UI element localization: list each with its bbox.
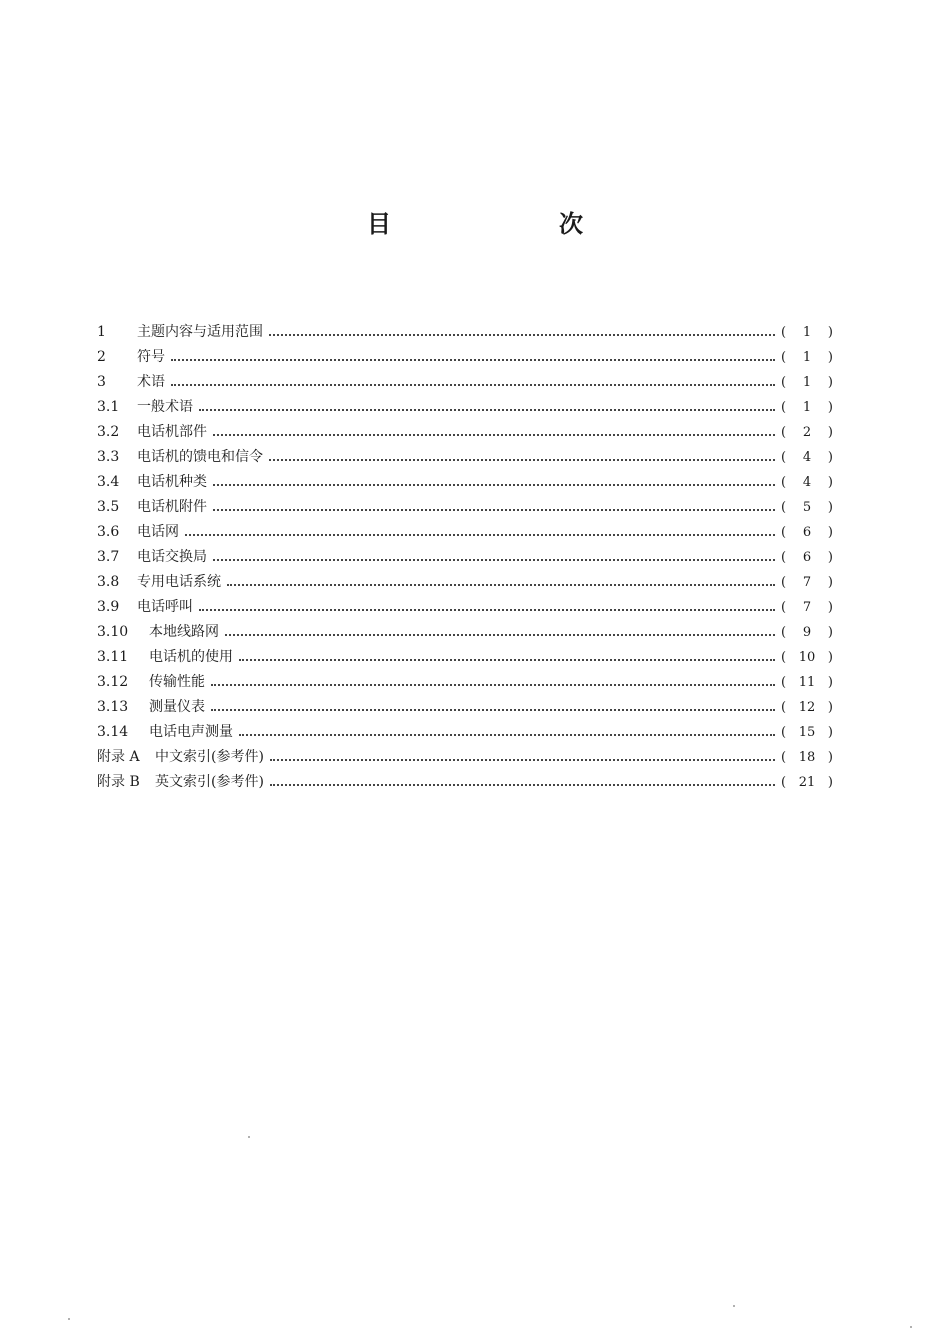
toc-entry-label: 术语 <box>137 374 165 390</box>
toc-entry-number: 附录 A <box>97 749 140 765</box>
toc-entry-page: ( 7 ) <box>781 600 833 615</box>
dot-leader <box>270 783 775 786</box>
dot-leader <box>213 508 775 511</box>
toc-entry-number: 3.14 <box>97 724 129 740</box>
toc-entry-number: 附录 B <box>97 774 140 790</box>
toc-entry[interactable] <box>97 445 833 470</box>
toc-entry-number: 3.10 <box>97 624 129 640</box>
toc-entry-appendix[interactable] <box>97 745 833 770</box>
toc-entry-number: 2 <box>97 349 106 365</box>
dot-leader <box>269 458 775 461</box>
toc-entry-number: 3.13 <box>97 699 129 715</box>
toc-entry-label: 本地线路网 <box>149 624 219 640</box>
dot-leader <box>239 733 775 736</box>
toc-entry-number: 3.2 <box>97 424 120 440</box>
toc-entry-label: 符号 <box>137 349 165 365</box>
toc-entry-label: 英文索引(参考件) <box>155 774 264 790</box>
toc-entry-label: 电话网 <box>137 524 179 540</box>
toc-entry-page: ( 18 ) <box>781 750 833 765</box>
toc-entry-number: 3.9 <box>97 599 120 615</box>
dot-leader <box>270 758 775 761</box>
toc-entry-page: ( 4 ) <box>781 450 833 465</box>
dot-leader <box>225 633 775 636</box>
dot-leader <box>239 658 775 661</box>
dot-leader <box>211 683 775 686</box>
scan-speck <box>910 1326 912 1328</box>
toc-entry-label: 电话呼叫 <box>137 599 193 615</box>
toc-entry[interactable] <box>97 470 833 495</box>
toc-entry-page: ( 1 ) <box>781 400 833 415</box>
toc-entry-number: 3.4 <box>97 474 120 490</box>
toc-entry-label: 电话电声测量 <box>149 724 233 740</box>
toc-entry-appendix[interactable] <box>97 770 833 795</box>
toc-entry[interactable] <box>97 595 833 620</box>
dot-leader <box>171 383 775 386</box>
toc-entry[interactable] <box>97 420 833 445</box>
toc-entry[interactable] <box>97 495 833 520</box>
toc-entry-number: 3.8 <box>97 574 120 590</box>
toc-entry-page: ( 4 ) <box>781 475 833 490</box>
dot-leader <box>199 608 775 611</box>
toc-entry[interactable] <box>97 720 833 745</box>
toc-entry-label: 电话机附件 <box>137 499 207 515</box>
toc-entry[interactable] <box>97 545 833 570</box>
toc-entry[interactable] <box>97 645 833 670</box>
toc-entry-page: ( 12 ) <box>781 700 833 715</box>
toc-entry-page: ( 2 ) <box>781 425 833 440</box>
dot-leader <box>227 583 775 586</box>
toc-entry-page: ( 15 ) <box>781 725 833 740</box>
toc-entry-number: 1 <box>97 324 106 340</box>
toc-entry-number: 3.1 <box>97 399 120 415</box>
toc-entry-page: ( 1 ) <box>781 375 833 390</box>
toc-entry-page: ( 5 ) <box>781 500 833 515</box>
toc-entry[interactable] <box>97 395 833 420</box>
toc-entry-number: 3.11 <box>97 649 129 665</box>
toc-entry[interactable] <box>97 620 833 645</box>
scan-speck <box>248 1136 250 1138</box>
dot-leader <box>213 558 775 561</box>
toc-entry[interactable] <box>97 670 833 695</box>
toc-entry-number: 3.7 <box>97 549 120 565</box>
toc-entry-label: 一般术语 <box>137 399 193 415</box>
toc-entry-number: 3.6 <box>97 524 120 540</box>
toc-entry-label: 电话机的馈电和信令 <box>137 449 263 465</box>
toc-entry[interactable] <box>97 345 833 370</box>
scan-speck <box>733 1305 735 1307</box>
dot-leader <box>171 358 775 361</box>
toc-entry-number: 3.3 <box>97 449 120 465</box>
toc-entry-page: ( 6 ) <box>781 550 833 565</box>
dot-leader <box>269 333 775 336</box>
toc-entry-page: ( 6 ) <box>781 525 833 540</box>
toc-entry-label: 中文索引(参考件) <box>155 749 264 765</box>
toc-entry-number: 3.12 <box>97 674 129 690</box>
toc-entry-page: ( 9 ) <box>781 625 833 640</box>
toc-entry-label: 主题内容与适用范围 <box>137 324 263 340</box>
toc-entry[interactable] <box>97 370 833 395</box>
toc-entry[interactable] <box>97 520 833 545</box>
toc-entry[interactable] <box>97 570 833 595</box>
dot-leader <box>211 708 775 711</box>
toc-entry-page: ( 1 ) <box>781 350 833 365</box>
toc-entry-number: 3 <box>97 374 106 390</box>
toc-entry[interactable] <box>97 695 833 720</box>
toc-entry-page: ( 11 ) <box>781 675 833 690</box>
toc-entry-label: 测量仪表 <box>149 699 205 715</box>
page-title: 目 次 <box>367 210 655 238</box>
toc-entry-page: ( 1 ) <box>781 325 833 340</box>
scan-speck <box>68 1318 70 1320</box>
toc-entry-number: 3.5 <box>97 499 120 515</box>
toc-entry-label: 电话机的使用 <box>149 649 233 665</box>
toc-entry[interactable] <box>97 320 833 345</box>
toc-entry-label: 电话机部件 <box>137 424 207 440</box>
dot-leader <box>213 433 775 436</box>
dot-leader <box>185 533 775 536</box>
dot-leader <box>213 483 775 486</box>
toc-entry-page: ( 10 ) <box>781 650 833 665</box>
table-of-contents <box>97 320 833 795</box>
toc-entry-label: 传输性能 <box>149 674 205 690</box>
toc-entry-page: ( 21 ) <box>781 775 833 790</box>
toc-entry-label: 电话交换局 <box>137 549 207 565</box>
toc-entry-label: 专用电话系统 <box>137 574 221 590</box>
dot-leader <box>199 408 775 411</box>
toc-entry-page: ( 7 ) <box>781 575 833 590</box>
toc-entry-label: 电话机种类 <box>137 474 207 490</box>
